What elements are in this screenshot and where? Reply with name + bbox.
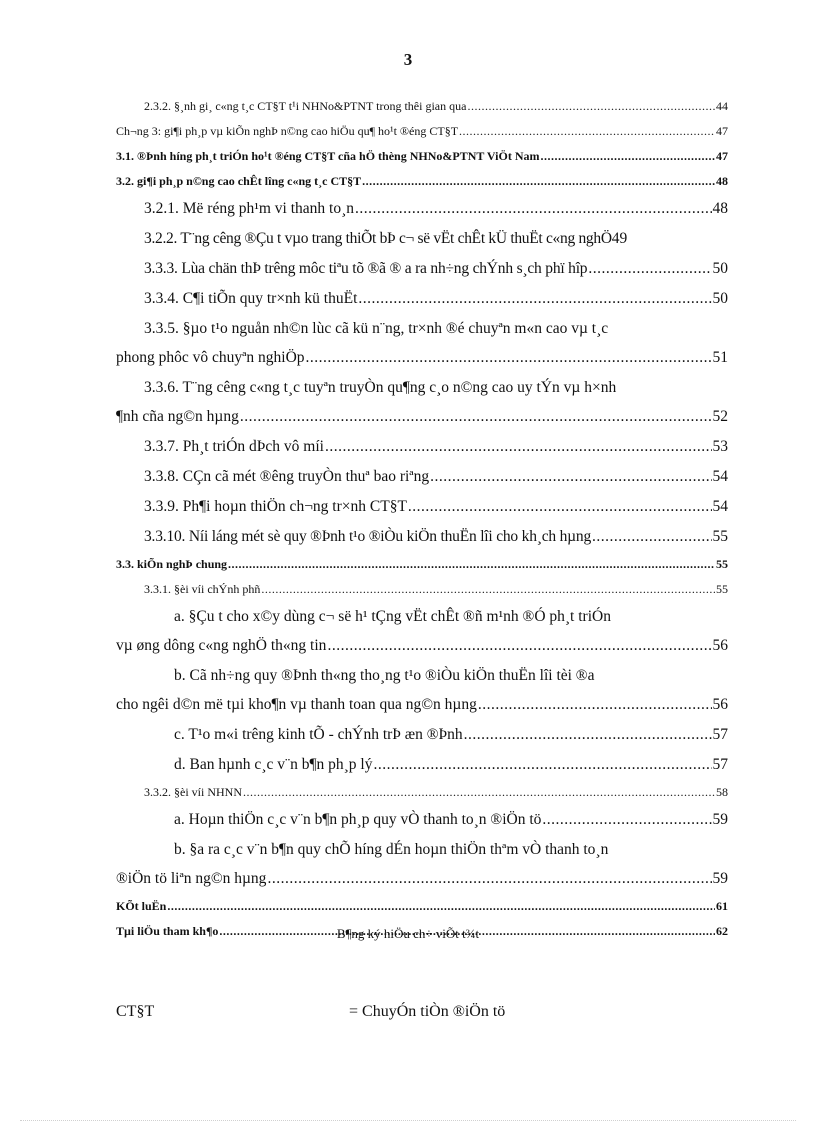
toc-entry-page: 51: [712, 349, 728, 366]
page-number: 3: [403, 50, 413, 69]
toc-entry-title: 3.1. ®Þnh híng ph¸t triÓn ho¹t ®éng CT§T cña hÖ thèng NHNo&PTNT ViÖt Nam: [116, 149, 540, 163]
toc-entry-title: 3.3. kiÕn nghÞ chung: [116, 557, 228, 571]
toc-entry-title: 3.3.10. Níi láng mét sè quy ®Þnh t¹o ®iÒu kiÖn thuËn lîi cho kh¸ch hµng: [144, 528, 591, 545]
toc-entry: [116, 522, 728, 552]
toc-entry: [116, 119, 728, 144]
toc-entry-page: 55: [716, 582, 728, 596]
toc-entry-title: b. §a ra c¸c v¨n b¶n quy chÕ híng dÉn hoµn thiÖn thªm vÒ thanh to¸n: [174, 841, 609, 858]
abbreviation-meaning: = ChuyÓn tiÒn ®iÖn tö: [349, 1003, 506, 1020]
toc-entry: [116, 314, 728, 373]
toc-entry-title: 3.2. gi¶i ph¸p n©ng cao chÊt lîng c«ng t¸c CT§T: [116, 174, 362, 188]
toc-entry-page: 50: [712, 290, 728, 307]
toc-entry-title: 3.3.5. §µo t¹o nguån nh©n lùc cã kü n¨ng, tr×nh ®é chuyªn m«n cao vµ t¸c: [144, 320, 609, 337]
toc-entry-page: 61: [716, 899, 728, 913]
toc-entry: [116, 552, 728, 577]
toc-entry-title-cont: vµ øng dông c«ng nghÖ th«ng tin: [116, 637, 327, 654]
abbreviations-title: B¶ng ký hiÖu ch÷ viÕt t¾t: [336, 926, 480, 941]
toc-entry-page: 54: [712, 498, 728, 515]
toc-entry: [116, 462, 728, 492]
toc-entry-title: c. T¹o m«i trêng kinh tÕ - chÝnh trÞ æn ®Þnh: [174, 726, 463, 743]
toc-entry-title: b. Cã nh÷ng quy ®Þnh th«ng tho¸ng t¹o ®iÒu kiÖn thuËn lîi tèi ®a: [174, 667, 595, 684]
toc-entry-page: 47: [716, 149, 728, 163]
toc-entry: [116, 284, 728, 314]
toc-entry-title-cont: cho ngêi d©n më tµi kho¶n vµ thanh toan qua ng©n hµng: [116, 696, 477, 713]
toc-entry-page: 55: [716, 557, 728, 571]
toc-entry-title: 3.3.6. T¨ng cêng c«ng t¸c tuyªn truyÒn qu¶ng c¸o n©ng cao uy tÝn vµ h×nh: [144, 379, 617, 396]
toc-entry: [116, 144, 728, 169]
toc-entry: [116, 720, 728, 750]
toc-entry: [116, 661, 728, 720]
toc-entry-page: 58: [716, 785, 728, 799]
toc-entry: [116, 602, 728, 661]
toc-entry-title: Tµi liÖu tham kh¶o: [116, 924, 219, 938]
toc-entry-page: 44: [716, 99, 728, 113]
toc-entry: [116, 780, 728, 805]
toc-entry-title: a. §Çu t cho x©y dùng c¬ së h¹ tÇng vËt chÊt ®ñ m¹nh ®Ó ph¸t triÓn: [174, 608, 611, 625]
toc-entry-title: 3.3.1. §èi víi chÝnh phñ: [144, 582, 261, 596]
abbreviation-row: [116, 1003, 736, 1027]
toc-entry-title-cont: ¶nh cña ng©n hµng: [116, 408, 239, 425]
toc-entry: [116, 373, 728, 432]
toc-entry-page: 47: [716, 124, 728, 138]
toc-entry-title: 3.3.3. Lùa chän thÞ trêng môc tiªu tõ ®ã ® a ra nh÷ng chÝnh s¸ch phï hîp: [144, 260, 588, 277]
toc-entry: [116, 432, 728, 462]
toc-entry: [116, 750, 728, 780]
page-bottom-divider: [20, 1120, 796, 1121]
table-of-contents: [116, 94, 728, 944]
toc-entry-title-cont: ®iÖn tö liªn ng©n hµng: [116, 870, 267, 887]
toc-entry: [116, 254, 728, 284]
toc-entry-title: 3.2.1. Më réng ph¹m vi thanh to¸n: [144, 200, 354, 217]
toc-entry-page: 50: [712, 260, 728, 277]
toc-entry-page: 48: [716, 174, 728, 188]
toc-entry-page: 56: [712, 637, 728, 654]
toc-entry: [116, 224, 728, 254]
toc-entry-page: 57: [712, 756, 728, 773]
toc-entry-page: 62: [716, 924, 728, 938]
toc-entry-title: 3.3.4. C¶i tiÕn quy tr×nh kü thuËt: [144, 290, 358, 307]
toc-entry-title: 3.2.2. T¨ng cêng ®Çu t vµo trang thiÕt bÞ c¬ së vËt chÊt kÜ thuËt c«ng nghÖ: [144, 230, 612, 247]
toc-entry: [116, 94, 728, 119]
toc-entry-title: d. Ban hµnh c¸c v¨n b¶n ph¸p lý: [174, 756, 373, 773]
toc-entry-page: 56: [712, 696, 728, 713]
toc-entry: [116, 577, 728, 602]
toc-entry-page: 59: [712, 811, 728, 828]
toc-entry-page: 52: [712, 408, 728, 425]
toc-entry-page: 48: [712, 200, 728, 217]
toc-entry: [116, 194, 728, 224]
toc-entry-title: 3.3.7. Ph¸t triÓn dÞch vô míi: [144, 438, 324, 455]
abbreviation-term: CT§T: [116, 1003, 155, 1020]
toc-entry: [116, 169, 728, 194]
toc-entry-page: 55: [712, 528, 728, 545]
toc-entry-page: 59: [712, 870, 728, 887]
toc-entry-title: 3.3.9. Ph¶i hoµn thiÖn ch¬ng tr×nh CT§T: [144, 498, 407, 515]
toc-entry-title: 2.3.2. §¸nh gi¸ c«ng t¸c CT§T t¹i NHNo&PTNT trong thêi gian qua: [144, 99, 467, 113]
toc-entry: [116, 805, 728, 835]
toc-entry-page: 53: [712, 438, 728, 455]
toc-entry-title-cont: phong phôc vô chuyªn nghiÖp: [116, 349, 305, 366]
toc-entry: [116, 492, 728, 522]
toc-entry-page: 57: [712, 726, 728, 743]
toc-entry-title: KÕt luËn: [116, 899, 167, 913]
toc-entry-title: 3.3.8. CÇn cã mét ®êng truyÒn thuª bao riªng: [144, 468, 430, 485]
toc-entry-page: 49: [611, 230, 628, 247]
toc-entry: [116, 894, 728, 919]
toc-entry-page: 54: [712, 468, 728, 485]
toc-entry-title: Ch¬ng 3: gi¶i ph¸p vµ kiÕn nghÞ n©ng cao hiÖu qu¶ ho¹t ®éng CT§T: [116, 124, 459, 138]
toc-entry-title: a. Hoµn thiÖn c¸c v¨n b¶n ph¸p quy vÒ thanh to¸n ®iÖn tö: [174, 811, 542, 828]
toc-entry: [116, 835, 728, 894]
toc-entry-title: 3.3.2. §èi víi NHNN: [144, 785, 242, 799]
